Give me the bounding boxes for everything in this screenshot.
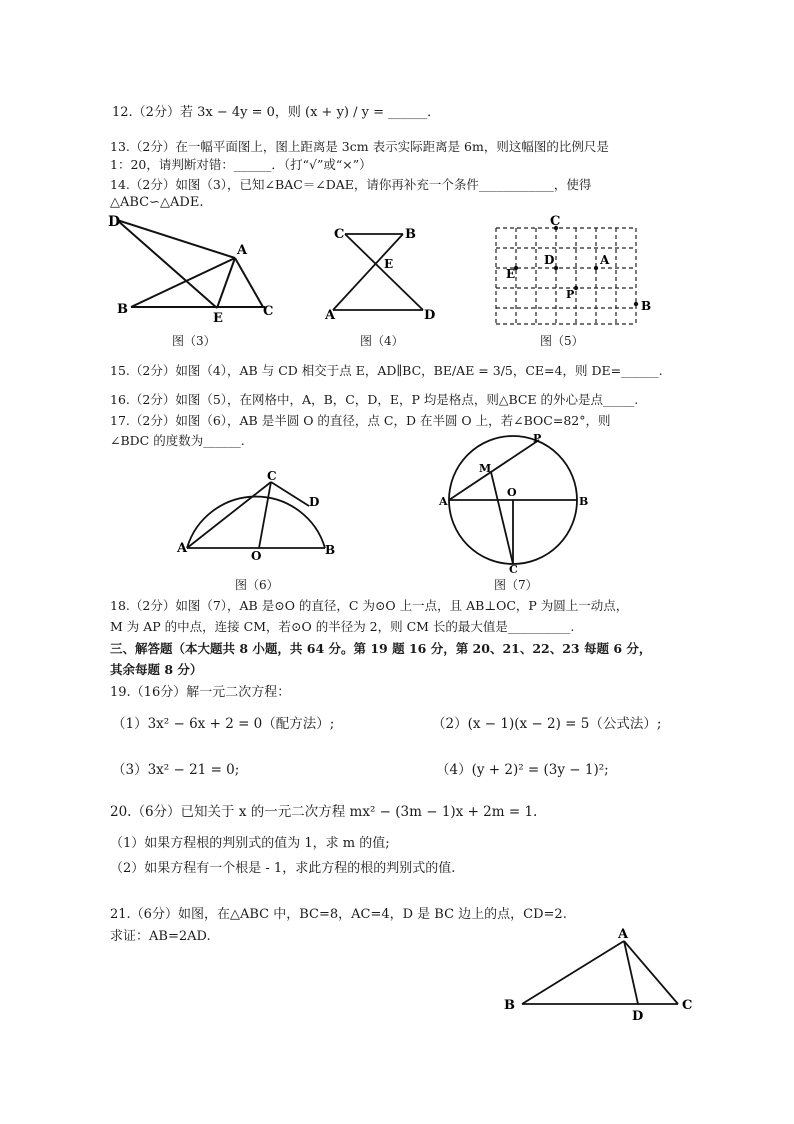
question-20-part2: （2）如果方程有一个根是 - 1，求此方程的根的判别式的值. [110,861,456,876]
question-20: 20.（6分）已知关于 x 的一元二次方程 mx² − (3m − 1)x + 2m = 1. [110,804,538,820]
fig6-label-o: O [251,549,262,562]
question-19-part2: （2）(x − 1)(x − 2) = 5（公式法）; [432,716,662,732]
section-3-heading-line1: 三、解答题（本大题共 8 小题，共 64 分。第 19 题 16 分，第 20、21、22、23 每题 6 分， [110,641,652,656]
fig3-label-e: E [213,311,223,325]
question-12: 12.（2分）若 3x − 4y = 0，则 (x + y) / y = ______． [112,105,441,120]
fig21-label-a: A [618,927,629,942]
question-16: 16.（2分）如图（5），在网格中，A，B，C，D，E，P 均是格点，则△BCE 的外心是点_____. [110,392,639,407]
figure-6-caption: 图（6） [235,578,279,592]
fig6-label-d: D [309,495,320,509]
figure-5 [490,212,660,330]
figure-3 [105,210,290,325]
section-3-heading-line2: 其余每题 8 分） [110,662,203,677]
fig3-label-d: D [108,214,121,230]
figure-7 [435,432,595,574]
fig5-label-a: A [600,253,610,267]
fig4-label-e: E [384,257,394,271]
fig6-label-c: C [267,470,277,483]
fig21-label-c: C [682,998,693,1013]
question-19-part4: （4）(y + 2)² = (3y − 1)²; [436,762,609,778]
figure-q21-triangle [500,925,705,1025]
question-17-line2: ∠BDC 的度数为______. [110,433,245,448]
fig5-label-e: E [506,267,516,281]
fig6-label-a: A [177,541,188,556]
fig7-label-p: P [533,432,542,445]
fig7-label-o: O [507,486,517,499]
question-13-line2: 1：20，请判断对错：______．（打“√”或“×”） [110,157,372,172]
fig6-label-b: B [325,543,336,557]
figure-6 [175,470,340,562]
question-13-line1: 13.（2分）在一幅平面图上，图上距离是 3cm 表示实际距离是 6m，则这幅图的比例尺是 [110,139,609,154]
question-19-part3: （3）3x² − 21 = 0; [112,762,240,778]
fig21-label-d: D [632,1009,644,1024]
figure-3-caption: 图（3） [172,334,216,348]
question-14-line1: 14.（2分）如图（3），已知∠BAC＝∠DAE，请你再补充一个条件____________，使得 [110,177,592,192]
fig21-label-b: B [504,998,515,1013]
fig7-label-a: A [439,495,448,508]
question-15: 15.（2分）如图（4），AB 与 CD 相交于点 E，AD∥BC，BE/AE = 3/5，CE=4，则 DE=______. [110,363,663,378]
question-19: 19.（16分）解一元二次方程： [110,685,291,700]
question-19-part1: （1）3x² − 6x + 2 = 0（配方法）; [112,716,335,732]
fig4-label-c: C [334,227,345,242]
question-17-line1: 17.（2分）如图（6），AB 是半圆 O 的直径，点 C，D 在半圆 O 上，若∠BOC=82°，则 [110,413,611,428]
fig3-label-c: C [263,304,274,319]
fig5-label-d: D [544,253,555,267]
figure-7-caption: 图（7） [494,578,538,592]
fig7-label-b: B [579,495,589,508]
fig5-label-c: C [550,214,561,229]
figure-5-caption: 图（5） [540,334,584,348]
question-21-line1: 21.（6分）如图，在△ABC 中，BC=8，AC=4，D 是 BC 边上的点，CD=2. [110,907,567,922]
question-18-line2: M 为 AP 的中点，连接 CM，若⊙O 的半径为 2，则 CM 长的最大值是__________. [110,619,575,634]
fig7-label-m: M [479,462,492,475]
fig3-label-a: A [237,243,248,258]
fig7-label-c: C [509,563,518,574]
figure-4-caption: 图（4） [360,334,404,348]
fig5-label-b: B [641,299,652,313]
fig4-label-d: D [424,308,436,322]
fig4-label-a: A [325,308,336,322]
question-20-part1: （1）如果方程根的判别式的值为 1，求 m 的值; [110,836,390,851]
fig5-label-p: P [566,288,575,301]
question-21-line2: 求证：AB=2AD. [110,929,211,944]
question-14-line2: △ABC∽△ADE. [110,195,204,210]
fig4-label-b: B [405,227,416,242]
question-18-line1: 18.（2分）如图（7），AB 是⊙O 的直径，C 为⊙O 上一点，且 AB⊥OC，P 为圆上一动点， [110,598,629,613]
figure-4 [325,222,445,322]
fig3-label-b: B [117,302,128,317]
